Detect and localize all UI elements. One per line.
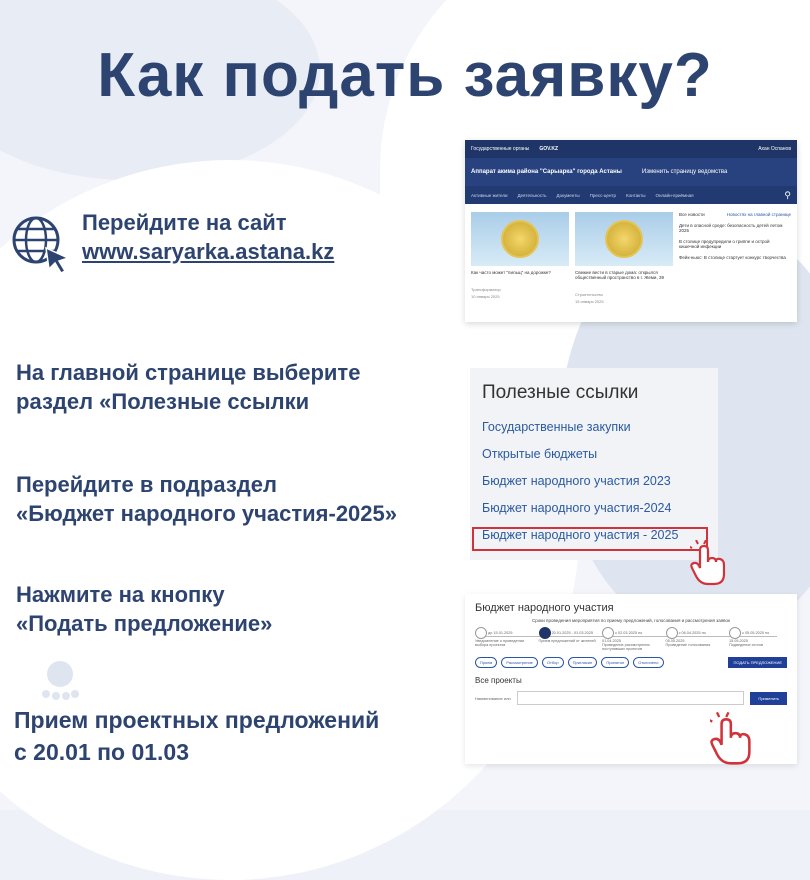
submit-proposal-button[interactable]: ПОДАТЬ ПРЕДЛОЖЕНИЕ <box>728 657 787 668</box>
timeline-stage <box>729 627 787 651</box>
news-image <box>471 212 569 266</box>
deadline-line2: с 20.01 по 01.03 <box>12 736 191 768</box>
stage-dot <box>539 627 551 639</box>
step-3 <box>16 470 397 528</box>
timeline-stage <box>539 627 597 651</box>
site-link[interactable]: www.saryarka.astana.kz <box>82 239 335 264</box>
link-budget-2023[interactable]: Бюджет народного участия 2023 <box>482 474 671 488</box>
news-category: Строительство <box>575 292 603 297</box>
step-2-line2: раздел «Полезные ссылки <box>16 389 310 414</box>
stage-dot <box>729 627 741 639</box>
budget-page-title: Бюджет народного участия <box>475 602 614 614</box>
news-category: Трансформатор <box>471 287 501 292</box>
org-name: Аппарат акима района "Сарыарка" города Астаны <box>471 169 622 175</box>
decorative-dots-icon <box>40 660 80 700</box>
nav-item[interactable]: Документы <box>556 192 580 198</box>
site-nav <box>465 186 797 204</box>
news-image <box>575 212 673 266</box>
useful-links-title: Полезные ссылки <box>482 382 639 403</box>
gov-topbar <box>465 140 797 158</box>
timeline-stage <box>602 627 660 651</box>
emblem-icon <box>605 220 643 258</box>
filter-chip[interactable]: Пригласие <box>568 657 598 668</box>
side-news-item[interactable]: Дети в опасной среде: безопасность детей летом 2025 <box>679 223 783 233</box>
page-title: Как подать заявку? <box>97 41 713 110</box>
filter-chip[interactable]: Рассмотрение <box>501 657 538 668</box>
topbar-menu[interactable]: Государственные органы <box>471 146 530 152</box>
nav-item[interactable]: Пресс-центр <box>589 192 616 198</box>
news-area <box>465 204 797 312</box>
all-projects-heading: Все проекты <box>475 676 522 685</box>
search-icon[interactable]: ⚲ <box>784 189 791 200</box>
globe-icon <box>10 214 72 276</box>
step-4-line1: Нажмите на кнопку <box>16 582 225 607</box>
apply-button[interactable]: Применить <box>750 692 787 705</box>
news-card[interactable] <box>471 212 569 304</box>
news-main-link[interactable]: Новостях на главной странице <box>726 212 791 217</box>
nav-item[interactable]: Контакты <box>626 192 646 198</box>
deadline-line1: Прием проектных предложений <box>12 704 381 736</box>
step-4-line2: «Подать предложение» <box>16 611 273 636</box>
step-2-line1: На главной странице выберите <box>16 360 361 385</box>
side-news-item[interactable]: Фейк-ньюс: В столице стартует конкурс творчества <box>679 255 786 260</box>
news-date: 10 января 2025 <box>471 294 500 299</box>
status-filters <box>465 651 797 674</box>
filter-chip[interactable]: Отклонено <box>633 657 663 668</box>
pointer-hand-icon <box>690 540 728 586</box>
link-budget-2025[interactable]: Бюджет народного участия - 2025 <box>482 528 679 542</box>
news-sidebar <box>679 212 791 304</box>
project-search <box>465 687 797 709</box>
side-news-item[interactable]: В столице предупредили о гриппе и острой кишечной инфекции <box>679 239 770 249</box>
stage-date: с 02.03.2025 по 01.04.2025 <box>602 631 643 643</box>
link-procurement[interactable]: Государственные закупки <box>482 420 631 434</box>
stage-text: Уведомление о проведении выбора проектов <box>475 639 524 647</box>
news-card[interactable] <box>575 212 673 304</box>
stage-date: с 06.04.2025 по 05.05.2025 <box>665 631 706 643</box>
filter-chip[interactable]: Отбор <box>542 657 564 668</box>
stage-date: до 15.01.2025 <box>488 631 513 635</box>
news-date: 15 января 2025 <box>575 299 604 304</box>
stage-text: Проведение голосования <box>665 643 711 647</box>
search-input[interactable] <box>517 691 745 705</box>
stage-text: Подведение итогов <box>729 643 764 647</box>
pointer-hand-icon <box>710 712 754 766</box>
stage-dot <box>666 627 678 639</box>
filter-chip[interactable]: Принятое <box>601 657 629 668</box>
filter-chip[interactable]: Прием <box>475 657 497 668</box>
user-name[interactable]: Ахан Оспанов <box>758 146 791 152</box>
nav-item[interactable]: Онлайн-приёмная <box>655 192 694 198</box>
news-title: Свежие вести в старые дома: открылся общественный пространство в г. Жеми, 39 <box>575 270 664 280</box>
deadline <box>12 704 381 768</box>
stage-dot <box>602 627 614 639</box>
stage-text: Прием предложений от жителей <box>538 639 596 643</box>
stage-text: Проведение рассмотрения поступивших проектов <box>602 643 650 651</box>
switch-link[interactable]: Изменить страницу ведомства <box>641 169 728 175</box>
step-1 <box>82 208 334 266</box>
timeline-stage <box>666 627 724 651</box>
step-1-text: Перейдите на сайт <box>82 210 287 235</box>
stage-date: с 05.05.2025 по 15.05.2025 <box>729 631 770 643</box>
gov-brand: GOV.KZ <box>539 146 559 152</box>
step-2 <box>16 358 360 416</box>
step-4 <box>16 580 272 638</box>
link-open-budgets[interactable]: Открытые бюджеты <box>482 447 598 461</box>
website-screenshot <box>465 140 797 322</box>
news-title: Как часто может "пильщ" на дорожке? <box>471 270 551 275</box>
link-budget-2024[interactable]: Бюджет народного участия-2024 <box>482 501 672 515</box>
budget-subtitle: Сроки проведения мероприятия по приему предложений, голосования и рассмотрения заявок <box>532 618 730 623</box>
emblem-icon <box>501 220 539 258</box>
search-label: Наименование или <box>475 695 511 701</box>
nav-item[interactable]: Деятельность <box>517 192 547 198</box>
nav-item[interactable]: Активные жители <box>471 192 508 198</box>
timeline-stage <box>475 627 533 651</box>
stage-date: 20.01.2025 - 01.03.2025 <box>551 631 593 635</box>
highlight-box <box>472 527 708 551</box>
step-3-line1: Перейдите в подраздел <box>16 472 277 497</box>
stage-dot <box>475 627 487 639</box>
step-3-line2: «Бюджет народного участия-2025» <box>16 501 397 526</box>
timeline <box>465 623 797 651</box>
org-header <box>465 158 797 186</box>
all-news-link[interactable]: Все новости <box>679 212 705 217</box>
